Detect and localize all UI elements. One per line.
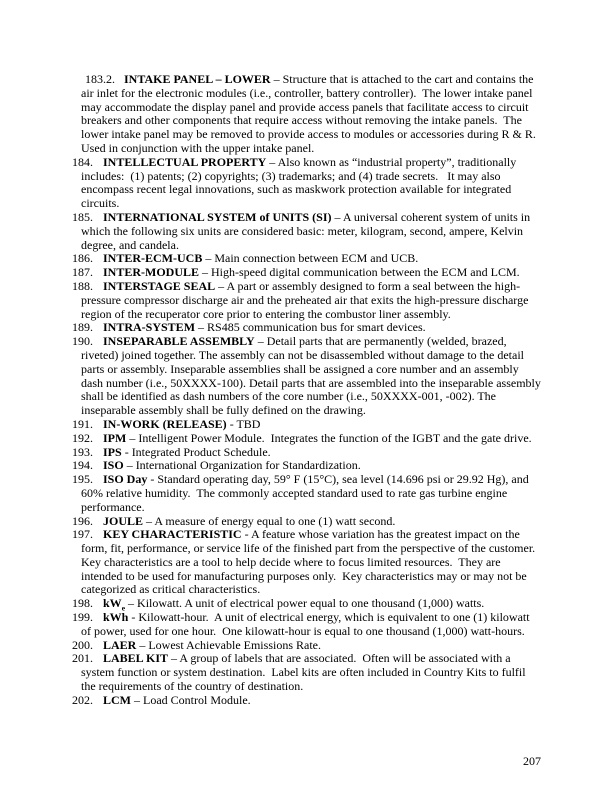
item-term: ISO — [103, 458, 124, 473]
item-number: 185. — [72, 209, 93, 224]
item-separator: - — [241, 527, 251, 542]
item-definition: Lowest Achievable Emissions Rate. — [148, 637, 321, 652]
page-number: 207 — [523, 754, 541, 768]
item-separator: – — [136, 637, 149, 652]
glossary-item — [72, 528, 541, 597]
glossary-item — [72, 515, 541, 529]
term-subscript: e — [121, 603, 126, 613]
item-separator: – — [270, 72, 283, 86]
glossary-item — [72, 280, 541, 321]
item-number: 190. — [72, 334, 93, 349]
item-definition: Kilowatt-hour. A unit of electrical energy, which is equivalent to one (1) kilowatt of power, used for one hour. One kilowatt-hour is equal to one thousand (1,000) watt-hours. — [81, 610, 533, 638]
glossary-list — [72, 72, 544, 708]
glossary-item — [72, 156, 541, 211]
item-term: INTER-MODULE — [103, 265, 200, 280]
glossary-item — [72, 597, 541, 611]
item-term: INTELLECTUAL PROPERTY — [103, 154, 267, 169]
item-separator: – — [202, 251, 215, 266]
glossary-item — [72, 694, 541, 708]
item-term: LCM — [103, 692, 131, 707]
item-definition: A universal coherent system of units in which the following six units are considered basic: meter, kilogram, second, ampere, Kelvin degree, and candela. — [81, 209, 534, 252]
item-separator: - — [121, 444, 132, 459]
item-term: IN-WORK (RELEASE) — [103, 416, 227, 431]
item-definition: A feature whose variation has the greatest impact on the form, fit, performance, or service life of the finished part from the perspective of the customer. Key characteristics are a tool to help decide where to focus limited resources. They are intended to be used for manufacturing purposes only. Key characteristics may or may not be categorized as critical characteristics. — [81, 527, 542, 597]
item-separator: – — [254, 334, 267, 349]
glossary-item — [72, 432, 541, 446]
item-number: 202. — [72, 692, 93, 707]
item-separator: – — [143, 513, 155, 528]
item-term: INTER-ECM-UCB — [103, 251, 203, 266]
item-separator: – — [215, 278, 227, 293]
item-definition: Structure that is attached to the cart and contains the air inlet for the electronic modules (i.e., controller, battery controller). The lower intake panel may accommodate the display panel and provide access panels that facilitate access to circuit breakers and other components that require access without removing the intake panels. The lower intake panel may be removed to provide access to modules or accessories during R & R. Used in conjunction with the upper intake panel. — [81, 72, 542, 155]
item-term: ISO Day — [103, 472, 148, 487]
item-definition: Intelligent Power Module. Integrates the function of the IGBT and the gate drive. — [138, 430, 532, 445]
item-term: KEY CHARACTERISTIC — [103, 527, 242, 542]
glossary-item — [72, 252, 541, 266]
glossary-item — [72, 211, 541, 252]
item-term: INTRA-SYSTEM — [103, 320, 196, 335]
item-term: kWh — [103, 610, 129, 625]
item-definition: Main connection between ECM and UCB. — [214, 251, 419, 266]
glossary-item — [72, 446, 541, 460]
item-separator: - — [226, 416, 237, 431]
item-definition: High-speed digital communication between the ECM and LCM. — [211, 265, 520, 280]
item-number: 183.2. — [85, 72, 115, 86]
item-number: 195. — [72, 472, 93, 487]
item-term: LABEL KIT — [103, 651, 169, 666]
item-number: 192. — [72, 430, 93, 445]
glossary-item — [72, 611, 541, 639]
item-term: INTERNATIONAL SYSTEM of UNITS (SI) — [103, 209, 332, 224]
item-number: 200. — [72, 637, 93, 652]
item-definition: Integrated Product Schedule. — [131, 444, 271, 459]
item-term: LAER — [103, 637, 137, 652]
item-separator: – — [125, 596, 138, 611]
item-definition: A group of labels that are associated. Often will be associated with a system function or system destination. Label kits are often included in Country Kits to fulfil the requirements of the country of destination. — [81, 651, 529, 694]
glossary-item — [72, 459, 541, 473]
item-definition: Also known as “industrial property”, traditionally includes: (1) patents; (2) copyrights; (3) trademarks; and (4) trade secrets. It may also encompass recent legal innovations, such as maskwork protection available for integrated circuits. — [81, 154, 520, 211]
item-separator: – — [168, 651, 180, 666]
item-term: JOULE — [103, 513, 144, 528]
item-term: INTAKE PANEL – LOWER — [124, 72, 271, 86]
item-number: 201. — [72, 651, 93, 666]
glossary-item — [72, 418, 541, 432]
item-term: INSEPARABLE ASSEMBLY — [103, 334, 255, 349]
item-number: 191. — [72, 416, 93, 431]
item-number: 199. — [72, 610, 93, 625]
item-term: IPM — [103, 430, 127, 445]
item-definition: Detail parts that are permanently (welded, brazed, riveted) joined together. The assembly can not be disassembled without damage to the detail parts or assembly. Inseparable assemblies shall be assigned a core number and an assembly dash number (i.e., 50XXXX-100). Detail parts that are assembled into the inseparable assembly shall be identified as dash numbers of the core number (i.e., 50XXXX-001, -002). The inseparable assembly shall be fully defined on the drawing. — [81, 334, 544, 418]
item-term: $kW_e$ — [103, 596, 126, 613]
item-separator: – — [131, 692, 143, 707]
item-number: 197. — [72, 527, 93, 542]
glossary-item — [72, 652, 541, 693]
item-number: 193. — [72, 444, 93, 459]
item-definition: Load Control Module. — [143, 692, 251, 707]
item-separator: - — [147, 472, 158, 487]
glossary-item — [72, 266, 541, 280]
item-separator: – — [266, 154, 278, 169]
item-number: 189. — [72, 320, 93, 335]
glossary-item — [72, 639, 541, 653]
item-term: IPS — [103, 444, 122, 459]
item-number: 194. — [72, 458, 93, 473]
item-definition: RS485 communication bus for smart devices. — [207, 320, 426, 335]
item-separator: – — [331, 209, 343, 224]
item-separator: – — [195, 320, 208, 335]
item-definition: A measure of energy equal to one (1) watt second. — [154, 513, 396, 528]
item-number: 187. — [72, 265, 93, 280]
item-number: 184. — [72, 154, 93, 169]
item-number: 186. — [72, 251, 93, 266]
item-definition: TBD — [236, 416, 261, 431]
glossary-item — [72, 334, 544, 418]
item-definition: Standard operating day, 59° F (15°C), sea level (14.696 psi or 29.92 Hg), and 60% relative humidity. The commonly accepted standard used to rate gas turbine engine performance. — [81, 472, 532, 514]
item-definition: A part or assembly designed to form a seal between the high-pressure compressor discharge air and the preheated air that exits the high-pressure discharge region of the recuperator core prior to entering the combustor liner assembly. — [81, 278, 532, 321]
item-definition: International Organization for Standardization. — [135, 458, 361, 473]
glossary-item — [72, 321, 541, 335]
item-number: 196. — [72, 513, 93, 528]
item-number: 188. — [72, 278, 93, 293]
item-term: INTERSTAGE SEAL — [103, 278, 216, 293]
item-separator: - — [128, 610, 139, 625]
item-separator: – — [123, 458, 136, 473]
glossary-item — [72, 473, 541, 514]
item-separator: – — [199, 265, 212, 280]
item-definition: Kilowatt. A unit of electrical power equal to one thousand (1,000) watts. — [137, 596, 485, 611]
item-number: 198. — [72, 596, 93, 611]
glossary-item — [72, 73, 541, 156]
item-separator: – — [126, 430, 139, 445]
